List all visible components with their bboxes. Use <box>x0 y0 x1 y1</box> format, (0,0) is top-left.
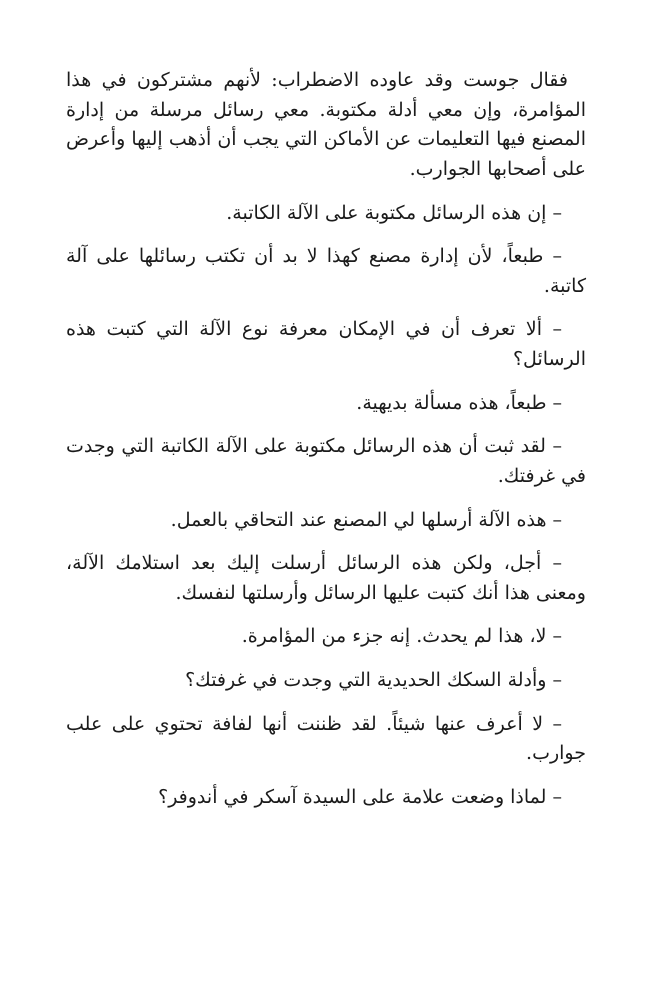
dialogue-line: – لا أعرف عنها شيئاً. لقد ظننت أنها لفافة تحتوي على علب جوارب. <box>66 712 586 765</box>
dialogue-line: – ألا تعرف أن في الإمكان معرفة نوع الآلة التي كتبت هذه الرسائل؟ <box>66 318 586 370</box>
dialogue-line: – إن هذه الرسائل مكتوبة على الآلة الكاتبة. <box>226 201 562 224</box>
dialogue-line: – هذه الآلة أرسلها لي المصنع عند التحاقي بالعمل. <box>170 508 562 531</box>
dialogue-line: – طبعاً، هذه مسألة بديهية. <box>356 391 562 414</box>
book-page <box>66 66 586 813</box>
dialogue-line: – لماذا وضعت علامة على السيدة آسكر في أندوفر؟ <box>158 785 562 808</box>
dialogue-line: – لقد ثبت أن هذه الرسائل مكتوبة على الآلة الكاتبة التي وجدت في غرفتك. <box>66 435 586 487</box>
dialogue-line: – وأدلة السكك الحديدية التي وجدت في غرفتك؟ <box>185 669 562 691</box>
narrative-paragraph: فقال جوست وقد عاوده الاضطراب: لأنهم مشتركون في هذا المؤامرة، وإن معي أدلة مكتوبة. معي رسائل مرسلة من إدارة المصنع فيها التعليمات عن الأماكن التي يجب أن أذهب إليها وأعرض على أصحابها الجوارب. <box>66 69 586 180</box>
dialogue-line: – لا، هذا لم يحدث. إنه جزء من المؤامرة. <box>241 625 562 648</box>
dialogue-line: – طبعاً، لأن إدارة مصنع كهذا لا بد أن تكتب رسائلها على آلة كاتبة. <box>66 245 586 297</box>
dialogue-line: – أجل، ولكن هذه الرسائل أرسلت إليك بعد استلامك الآلة، ومعنى هذا أنك كتبت عليها الرسائل وأرسلتها لنفسك. <box>66 552 586 604</box>
